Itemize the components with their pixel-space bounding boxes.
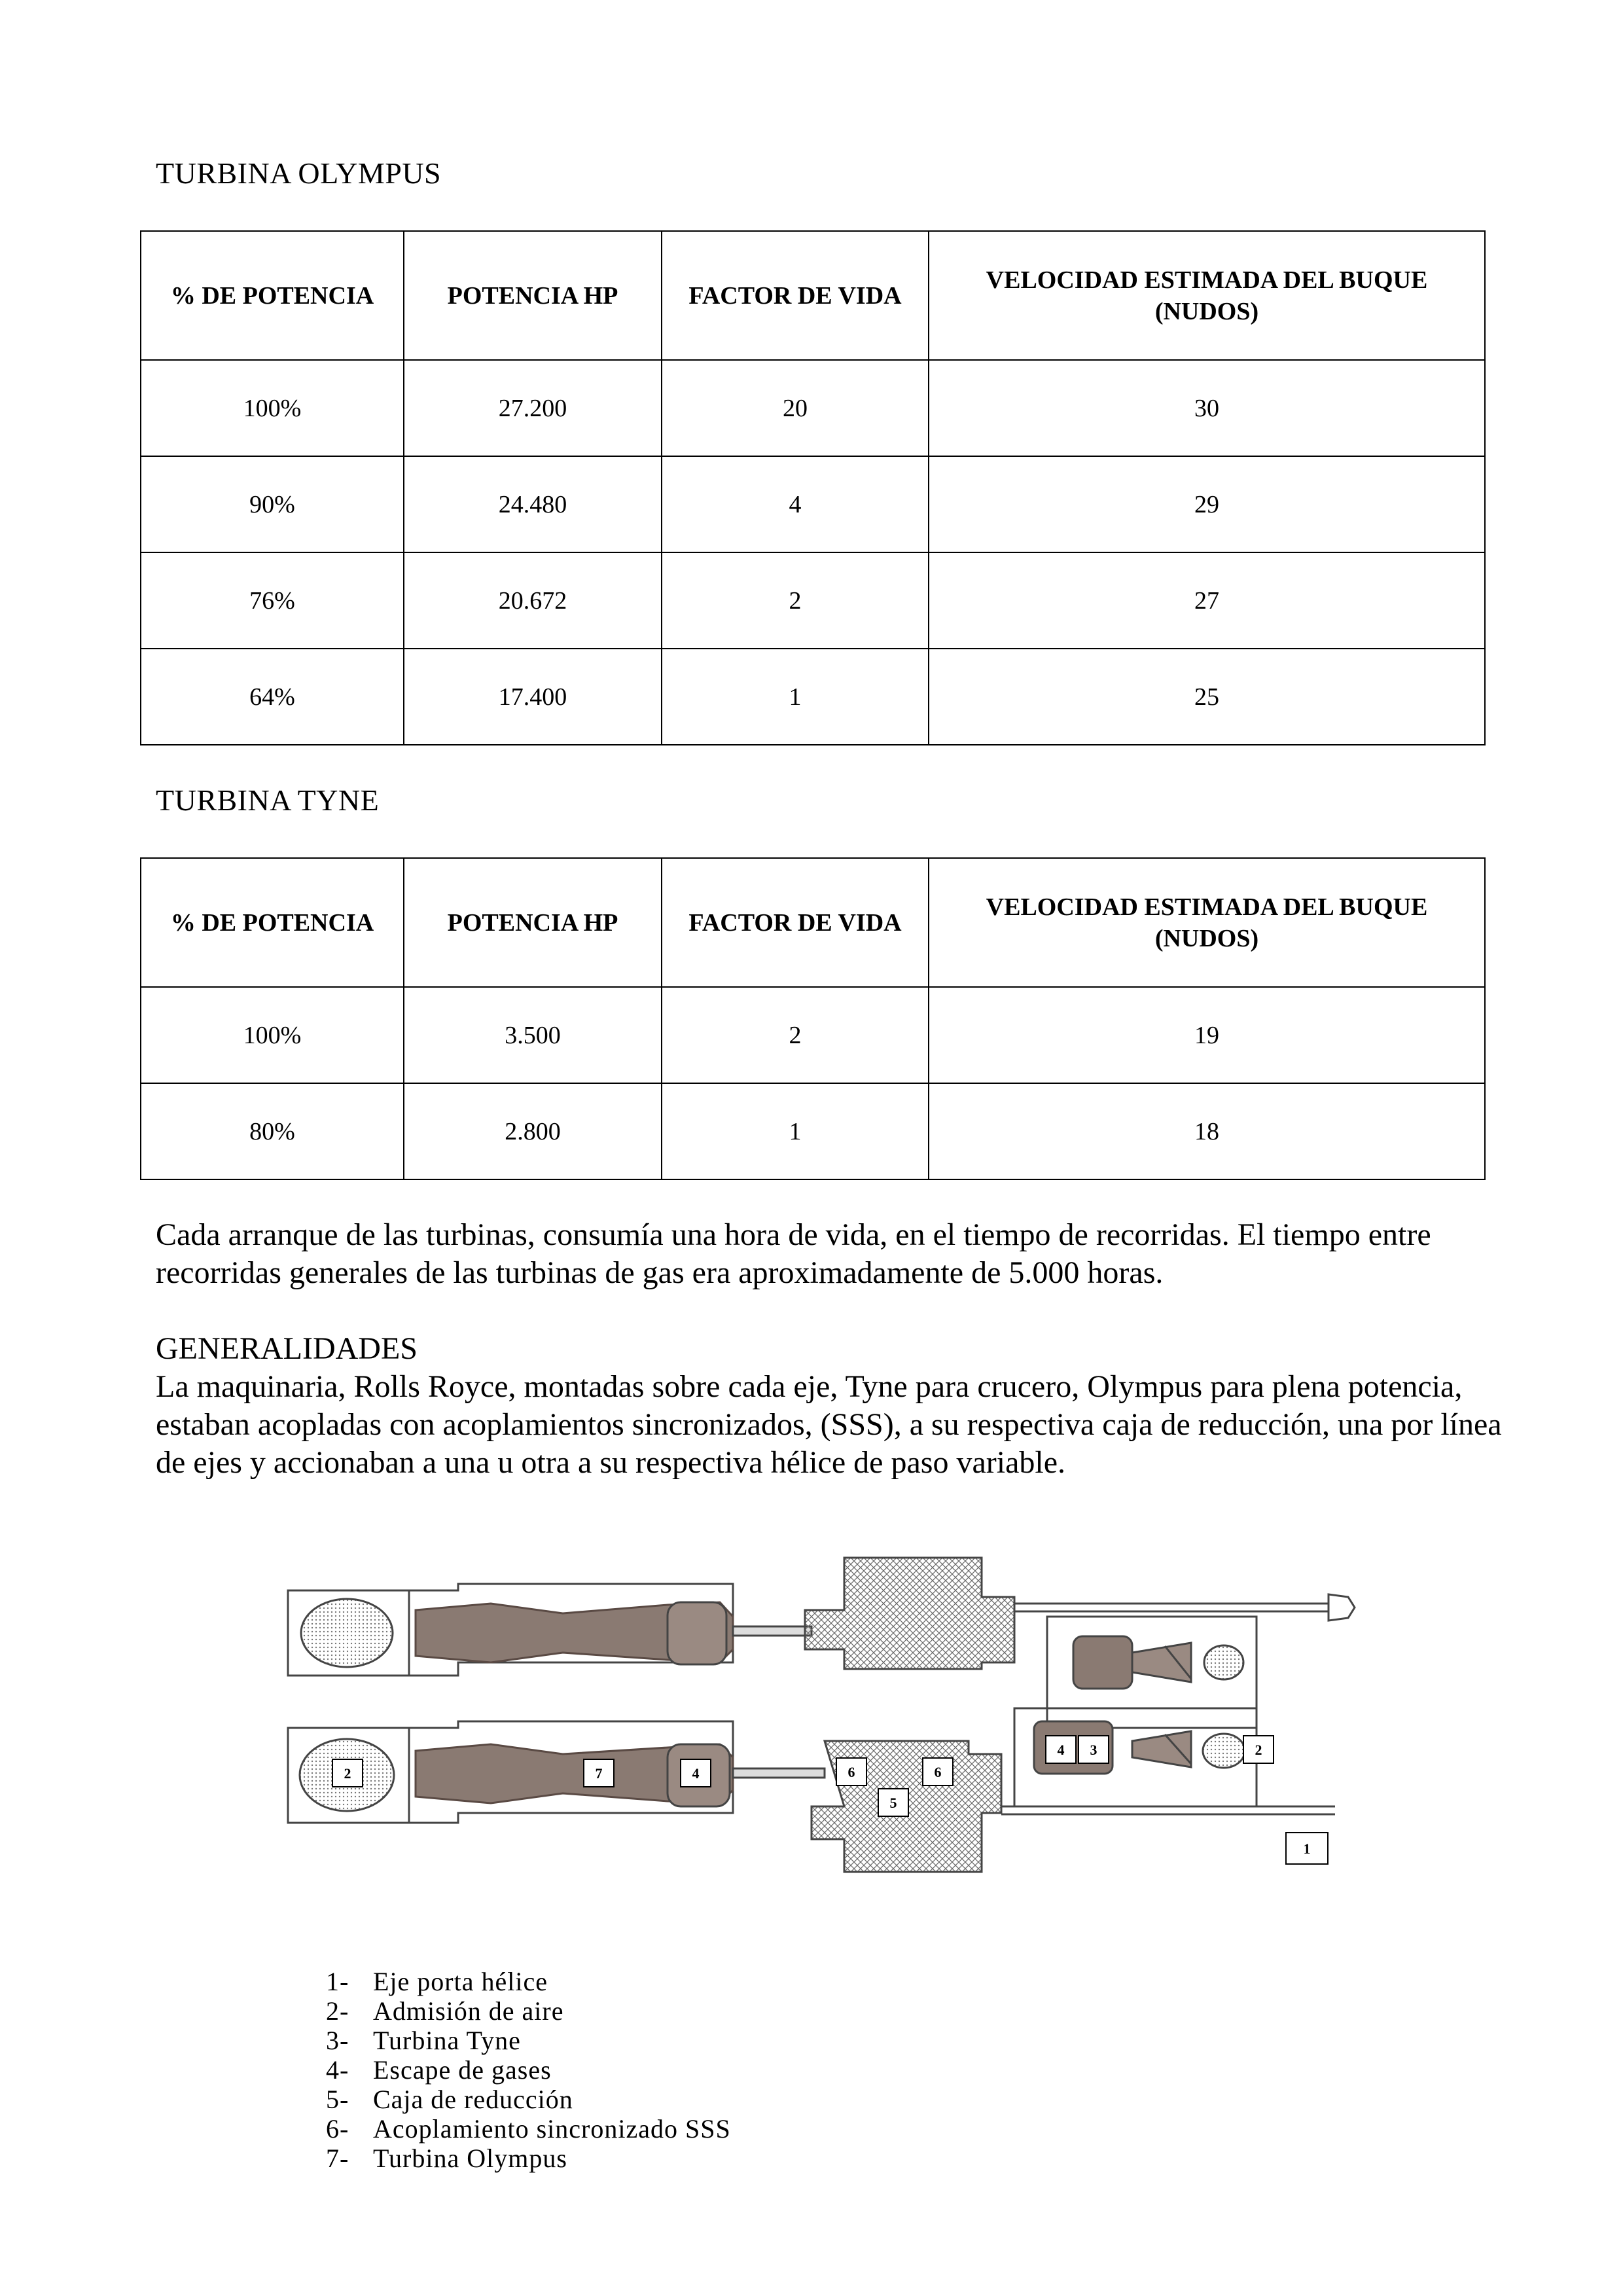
table-header-row — [141, 231, 1485, 360]
label-4-tyne-exhaust: 4 — [1057, 1742, 1065, 1758]
label-7-olympus: 7 — [595, 1765, 603, 1782]
legend-text: Acoplamiento sincronizado SSS — [373, 2114, 731, 2144]
label-6-sss-left: 6 — [847, 1764, 855, 1780]
header-potencia-pct: % DE POTENCIA — [141, 858, 404, 987]
table-row — [141, 456, 1485, 552]
label-2-intake: 2 — [344, 1765, 351, 1782]
olympus-table — [140, 230, 1486, 745]
tyne-table — [140, 857, 1486, 1180]
tyne-title: TURBINA TYNE — [156, 783, 380, 817]
label-1-shaft: 1 — [1303, 1840, 1311, 1857]
cell: 18 — [929, 1083, 1485, 1179]
cell: 20.672 — [404, 552, 662, 649]
header-potencia-pct: % DE POTENCIA — [141, 231, 404, 360]
legend-item — [326, 2055, 731, 2085]
legend-text: Turbina Olympus — [373, 2144, 567, 2173]
legend-text: Caja de reducción — [373, 2085, 573, 2114]
machinery-diagram — [275, 1532, 1368, 1950]
cell: 1 — [662, 1083, 929, 1179]
header-potencia-hp: POTENCIA HP — [404, 231, 662, 360]
paragraph-recorridas — [156, 1216, 1504, 1292]
legend-item — [326, 2085, 731, 2114]
legend-num: 2- — [326, 1996, 349, 2026]
cell: 20 — [662, 360, 929, 456]
cell: 90% — [141, 456, 404, 552]
legend-num: 3- — [326, 2026, 349, 2055]
lower-shaft-line — [288, 1708, 1335, 1872]
cell: 64% — [141, 649, 404, 745]
cell: 27 — [929, 552, 1485, 649]
cell: 100% — [141, 360, 404, 456]
legend-item — [326, 1996, 731, 2026]
cell: 2 — [662, 552, 929, 649]
table-row — [141, 649, 1485, 745]
legend-text: Turbina Tyne — [373, 2026, 521, 2055]
header-factor-vida: FACTOR DE VIDA — [662, 858, 929, 987]
header-velocidad: VELOCIDAD ESTIMADA DEL BUQUE (NUDOS) — [929, 858, 1485, 987]
table-row — [141, 360, 1485, 456]
table-row — [141, 1083, 1485, 1179]
legend-text: Admisión de aire — [373, 1996, 564, 2026]
cell: 29 — [929, 456, 1485, 552]
cell: 3.500 — [404, 987, 662, 1083]
label-6-sss-right: 6 — [934, 1764, 942, 1780]
legend-num: 5- — [326, 2085, 349, 2114]
label-4-exhaust: 4 — [692, 1765, 700, 1782]
legend-num: 6- — [326, 2114, 349, 2144]
cell: 2 — [662, 987, 929, 1083]
legend-item — [326, 2144, 731, 2173]
generalidades-title: GENERALIDADES — [156, 1331, 418, 1366]
table-row — [141, 987, 1485, 1083]
header-velocidad: VELOCIDAD ESTIMADA DEL BUQUE (NUDOS) — [929, 231, 1485, 360]
cell: 76% — [141, 552, 404, 649]
generalidades-text: La maquinaria, Rolls Royce, montadas sobre cada eje, Tyne para crucero, Olympus para plena potencia, estaban acopladas con acoplamientos sincronizados, (SSS), a su respectiva caja de reducción, una por línea de ejes y accionaban a una u otra a su respectiva hélice de paso variable. — [156, 1369, 1502, 1480]
cell: 4 — [662, 456, 929, 552]
legend-text: Eje porta hélice — [373, 1967, 548, 1996]
cell: 1 — [662, 649, 929, 745]
upper-shaft-line — [288, 1558, 1355, 1728]
cell: 19 — [929, 987, 1485, 1083]
table-row — [141, 552, 1485, 649]
label-3-tyne: 3 — [1090, 1742, 1097, 1758]
cell: 30 — [929, 360, 1485, 456]
cell: 2.800 — [404, 1083, 662, 1179]
cell: 17.400 — [404, 649, 662, 745]
legend-num: 1- — [326, 1967, 349, 1996]
legend-item — [326, 1967, 731, 1996]
header-factor-vida: FACTOR DE VIDA — [662, 231, 929, 360]
header-potencia-hp: POTENCIA HP — [404, 858, 662, 987]
olympus-title: TURBINA OLYMPUS — [156, 156, 442, 190]
cell: 100% — [141, 987, 404, 1083]
legend-item — [326, 2114, 731, 2144]
legend-num: 7- — [326, 2144, 349, 2173]
cell: 24.480 — [404, 456, 662, 552]
table-header-row — [141, 858, 1485, 987]
label-5-gearbox: 5 — [889, 1795, 897, 1811]
legend-num: 4- — [326, 2055, 349, 2085]
cell: 80% — [141, 1083, 404, 1179]
cell: 25 — [929, 649, 1485, 745]
legend-text: Escape de gases — [373, 2055, 552, 2085]
diagram-legend — [326, 1967, 731, 2173]
legend-item — [326, 2026, 731, 2055]
generalidades-section — [156, 1330, 1504, 1482]
label-2-tyne-intake: 2 — [1255, 1742, 1262, 1758]
paragraph-text: Cada arranque de las turbinas, consumía una hora de vida, en el tiempo de recorridas. El tiempo entre recorridas generales de las turbinas de gas era aproximadamente de 5.000 horas. — [156, 1217, 1431, 1290]
cell: 27.200 — [404, 360, 662, 456]
